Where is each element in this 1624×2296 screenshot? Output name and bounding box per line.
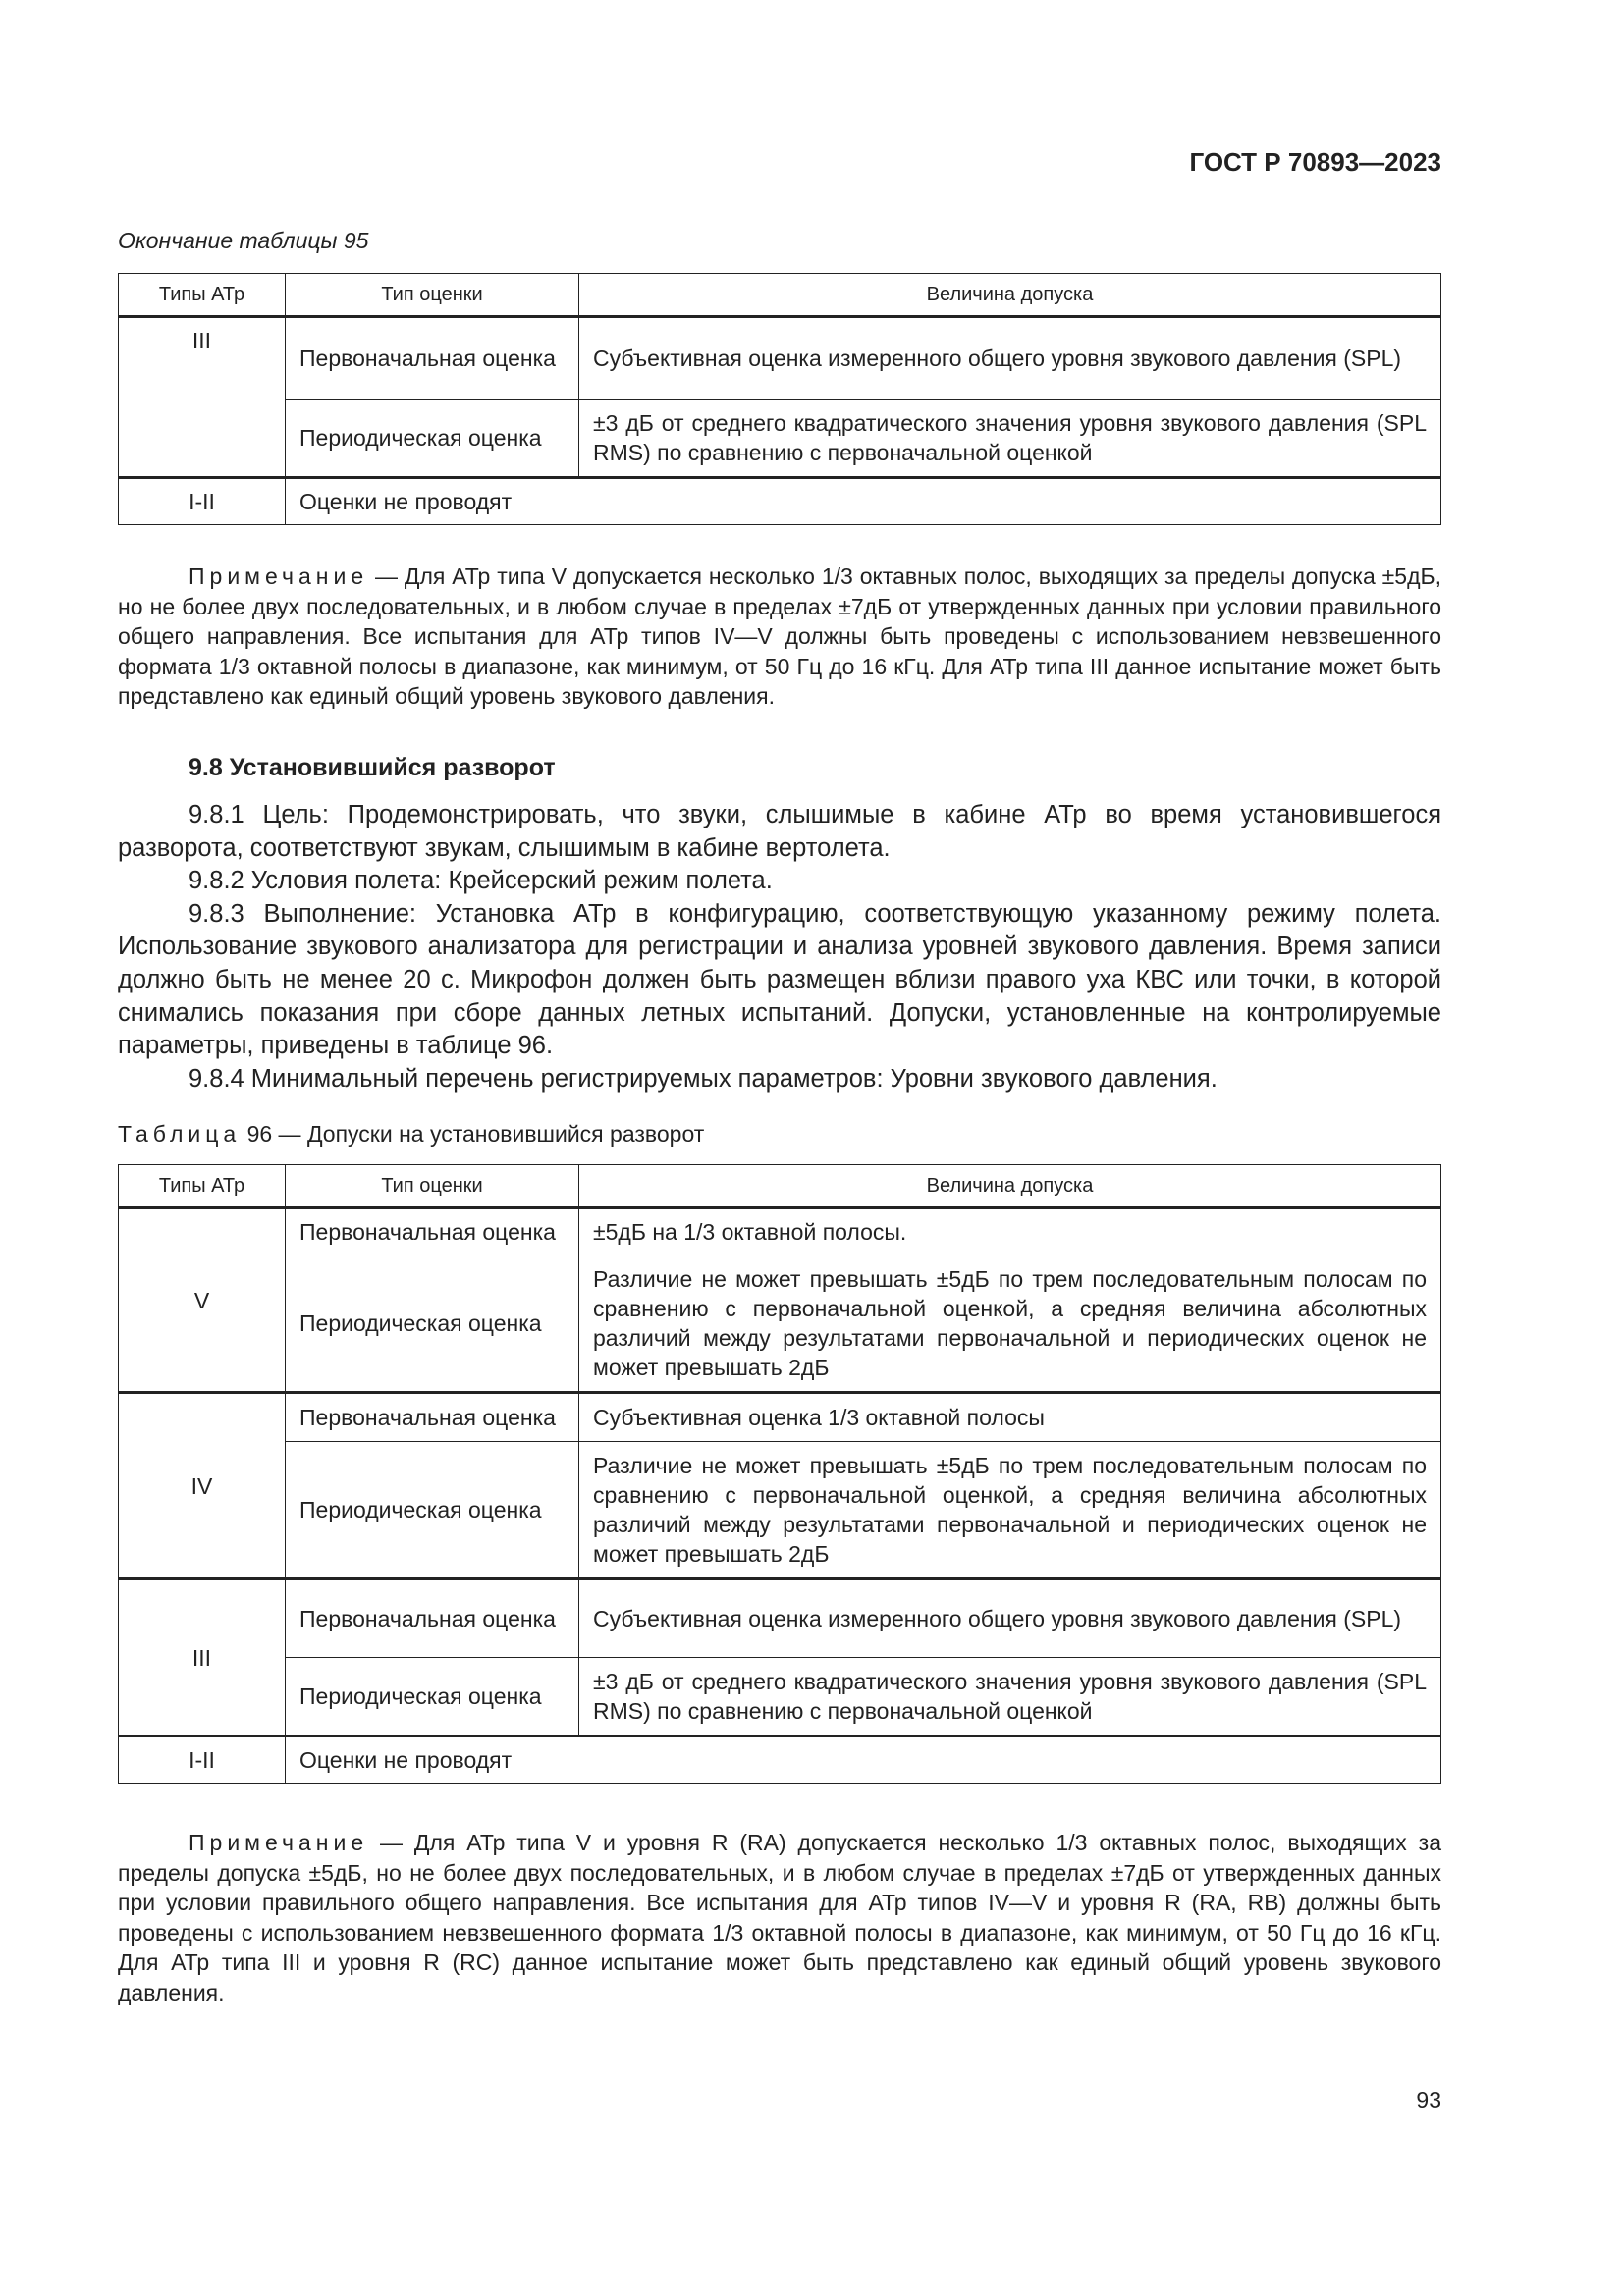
table-95-note bbox=[118, 561, 1441, 712]
assessment-cell: Первоначальная оценка bbox=[286, 1579, 579, 1658]
paragraph: 9.8.3 Выполнение: Установка АТр в конфигурацию, соответствующую указанному режиму полета. Использование звукового анализатора для регистрации и анализа уровней звукового давления. Время записи должно быть не менее 20 с. Микрофон должен быть размещен вблизи правого уха КВС или точки, в которой снимались показания при сборе данных летных испытаний. Допуски, установленные на контролируемые параметры, приведены в таблице 96. bbox=[118, 899, 1441, 1060]
standard-number: ГОСТ Р 70893—2023 bbox=[1189, 147, 1441, 177]
column-header: Типы АТр bbox=[119, 1165, 286, 1208]
assessment-cell: Периодическая оценка bbox=[286, 1255, 579, 1393]
tolerance-cell: ±5дБ на 1/3 октавной полосы. bbox=[579, 1208, 1441, 1255]
table-row bbox=[119, 400, 1441, 478]
table-continuation-label: Окончание таблицы 95 bbox=[118, 228, 369, 253]
table-row bbox=[119, 1393, 1441, 1442]
assessment-cell: Периодическая оценка bbox=[286, 400, 579, 478]
note-label: Примечание bbox=[189, 1830, 369, 1855]
caption-text: 96 — Допуски на установившийся разворот bbox=[241, 1121, 705, 1147]
atr-type-cell: V bbox=[119, 1208, 286, 1393]
table-96-caption bbox=[118, 1121, 704, 1148]
tolerance-cell: ±3 дБ от среднего квадратического значения уровня звукового давления (SPL RMS) по сравнению с первоначальной оценкой bbox=[579, 1658, 1441, 1736]
table-row bbox=[119, 317, 1441, 400]
table-96-note bbox=[118, 1828, 1441, 2007]
assessment-cell: Первоначальная оценка bbox=[286, 317, 579, 400]
assessment-cell: Первоначальная оценка bbox=[286, 1393, 579, 1442]
page-number: 93 bbox=[1416, 2087, 1441, 2112]
tolerance-cell: Различие не может превышать ±5дБ по трем последовательным полосам по сравнению с первоначальной оценкой, а средняя величина абсолютных различий между результатами первоначальной и периодических оценок не может превышать 2дБ bbox=[579, 1255, 1441, 1393]
table-row bbox=[119, 1442, 1441, 1579]
tolerance-cell: Различие не может превышать ±5дБ по трем последовательным полосам по сравнению с первоначальной оценкой, а средняя величина абсолютных различий между результатами первоначальной и периодических оценок не может превышать 2дБ bbox=[579, 1442, 1441, 1579]
table-96 bbox=[118, 1164, 1441, 1784]
column-header: Типы АТр bbox=[119, 274, 286, 317]
note-label: Примечание bbox=[189, 563, 369, 589]
atr-type-cell: III bbox=[119, 1579, 286, 1736]
column-header: Тип оценки bbox=[286, 274, 579, 317]
paragraph: 9.8.2 Условия полета: Крейсерский режим полета. bbox=[189, 867, 773, 895]
table-row bbox=[119, 1579, 1441, 1658]
caption-label: Таблица bbox=[118, 1121, 242, 1147]
paragraph: 9.8.4 Минимальный перечень регистрируемых параметров: Уровни звукового давления. bbox=[189, 1064, 1218, 1093]
note-text: — Для АТр типа V и уровня R (RA) допускается несколько 1/3 октавных полос, выходящих за пределы допуска ±5дБ, но не более двух последовательных, и в любом случае в пределах ±7дБ от утвержденных данных при условии правильного общего направления. Все испытания для АТр типов IV—V и уровня R (RA, RB) должны быть проведены с использованием невзвешенного формата 1/3 октавной полосы в диапазоне, как минимум, от 50 Гц до 16 кГц. Для АТр типа III и уровня R (RC) данное испытание может быть представлено как единый общий уровень звукового давления. bbox=[118, 1830, 1441, 2005]
assessment-cell: Оценки не проводят bbox=[286, 1736, 1441, 1784]
table-row bbox=[119, 1736, 1441, 1784]
tolerance-cell: ±3 дБ от среднего квадратического значения уровня звукового давления (SPL RMS) по сравнению с первоначальной оценкой bbox=[579, 400, 1441, 478]
paragraph: 9.8.1 Цель: Продемонстрировать, что звуки, слышимые в кабине АТр во время установившегося разворота, соответствуют звукам, слышимым в кабине вертолета. bbox=[118, 801, 1441, 862]
section-body bbox=[118, 799, 1441, 1095]
assessment-cell: Периодическая оценка bbox=[286, 1442, 579, 1579]
assessment-cell: Периодическая оценка bbox=[286, 1658, 579, 1736]
table-95 bbox=[118, 273, 1441, 525]
table-row bbox=[119, 478, 1441, 525]
column-header: Тип оценки bbox=[286, 1165, 579, 1208]
table-row bbox=[119, 1208, 1441, 1255]
atr-type-cell: I-II bbox=[119, 478, 286, 525]
section-heading: 9.8 Установившийся разворот bbox=[189, 754, 556, 781]
atr-type-cell: III bbox=[119, 317, 286, 478]
column-header: Величина допуска bbox=[579, 274, 1441, 317]
table-row bbox=[119, 1255, 1441, 1393]
atr-type-cell: IV bbox=[119, 1393, 286, 1579]
note-text: — Для АТр типа V допускается несколько 1/3 октавных полос, выходящих за пределы допуска ±5дБ, но не более двух последовательных, и в любом случае в пределах ±7дБ от утвержденных данных при условии правильного общего направления. Все испытания для АТр типов IV—V должны быть проведены с использованием невзвешенного формата 1/3 октавной полосы в диапазоне, как минимум, от 50 Гц до 16 кГц. Для АТр типа III данное испытание может быть представлено как единый общий уровень звукового давления. bbox=[118, 563, 1441, 709]
tolerance-cell: Субъективная оценка измеренного общего уровня звукового давления (SPL) bbox=[579, 317, 1441, 400]
table-row bbox=[119, 1658, 1441, 1736]
assessment-cell: Оценки не проводят bbox=[286, 478, 1441, 525]
tolerance-cell: Субъективная оценка 1/3 октавной полосы bbox=[579, 1393, 1441, 1442]
atr-type-cell: I-II bbox=[119, 1736, 286, 1784]
tolerance-cell: Субъективная оценка измеренного общего уровня звукового давления (SPL) bbox=[579, 1579, 1441, 1658]
assessment-cell: Первоначальная оценка bbox=[286, 1208, 579, 1255]
column-header: Величина допуска bbox=[579, 1165, 1441, 1208]
